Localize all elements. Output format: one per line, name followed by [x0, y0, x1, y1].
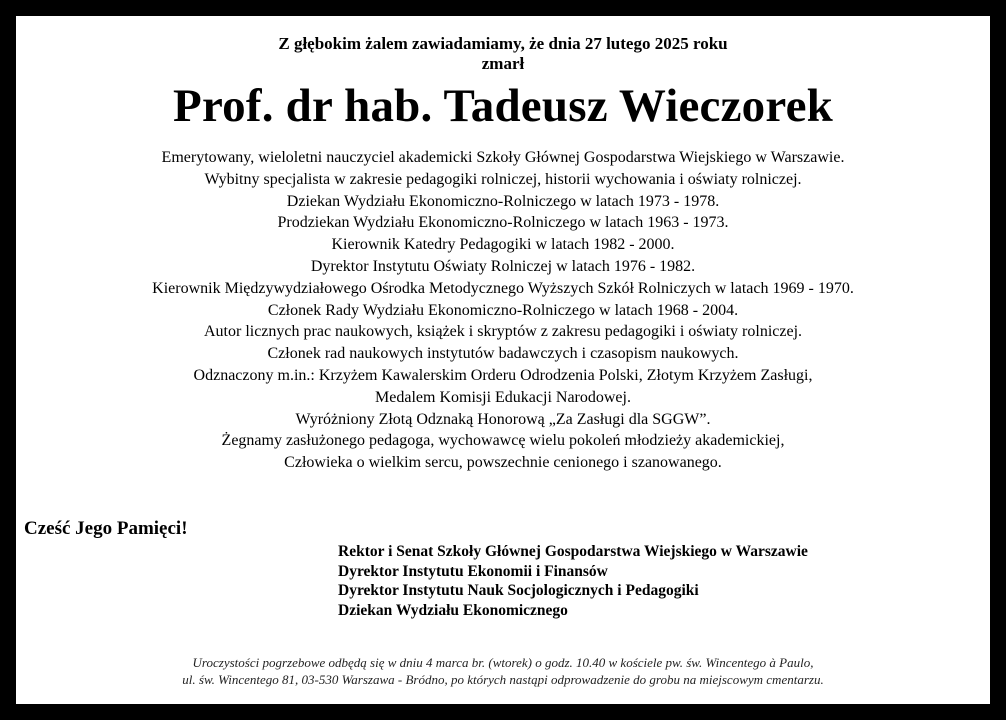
- signature-line: Dyrektor Instytutu Nauk Socjologicznych i Pedagogiki: [338, 582, 699, 599]
- funeral-info: [16, 654, 990, 688]
- memory-phrase: Cześć Jego Pamięci!: [24, 518, 188, 539]
- bio-line: Dziekan Wydziału Ekonomiczno-Rolniczego w latach 1973 - 1978.: [286, 192, 720, 210]
- announcement-verb: zmarł: [481, 54, 525, 73]
- bio-line: Medalem Komisji Edukacji Narodowej.: [375, 388, 631, 406]
- bio-line: Odznaczony m.in.: Krzyżem Kawalerskim Orderu Odrodzenia Polski, Złotym Krzyżem Zasługi,: [193, 366, 813, 384]
- announcement-intro: Z głębokim żalem zawiadamiamy, że dnia 27 lutego 2025 roku: [278, 34, 728, 53]
- bio-line: Emerytowany, wieloletni nauczyciel akademicki Szkoły Głównej Gospodarstwa Wiejskiego w Warszawie.: [161, 149, 845, 166]
- biography: [16, 147, 990, 474]
- signatures-block: [338, 542, 808, 620]
- bio-line: Wybitny specjalista w zakresie pedagogiki rolniczej, historii wychowania i oświaty rolniczej.: [204, 170, 802, 188]
- deceased-name: Prof. dr hab. Tadeusz Wieczorek: [173, 80, 833, 132]
- bio-line: Żegnamy zasłużonego pedagoga, wychowawcę wielu pokoleń młodzieży akademickiej,: [221, 432, 785, 450]
- funeral-line: ul. św. Wincentego 81, 03-530 Warszawa - Bródno, po których nastąpi odprowadzenie do grobu na miejscowym cmentarzu.: [182, 672, 824, 687]
- signature-line: Rektor i Senat Szkoły Głównej Gospodarstwa Wiejskiego w Warszawie: [338, 543, 808, 560]
- signature-line: Dyrektor Instytutu Ekonomii i Finansów: [338, 562, 608, 580]
- funeral-line: Uroczystości pogrzebowe odbędą się w dniu 4 marca br. (wtorek) o godz. 10.40 w kościele pw. św. Wincentego à Paulo,: [192, 655, 814, 670]
- bio-line: Kierownik Międzywydziałowego Ośrodka Metodycznego Wyższych Szkół Rolniczych w latach 1969 - 1970.: [152, 279, 854, 297]
- bio-line: Kierownik Katedry Pedagogiki w latach 1982 - 2000.: [331, 236, 675, 254]
- bio-line: Człowieka o wielkim sercu, powszechnie cenionego i szanowanego.: [284, 454, 722, 472]
- bio-line: Członek Rady Wydziału Ekonomiczno-Rolniczego w latach 1968 - 2004.: [267, 301, 739, 319]
- bio-line: Członek rad naukowych instytutów badawczych i czasopism naukowych.: [267, 345, 739, 363]
- bio-line: Prodziekan Wydziału Ekonomiczno-Rolniczego w latach 1963 - 1973.: [277, 214, 729, 232]
- bio-line: Dyrektor Instytutu Oświaty Rolniczej w latach 1976 - 1982.: [310, 257, 696, 275]
- bio-line: Wyróżniony Złotą Odznaką Honorową „Za Zasługi dla SGGW”.: [295, 410, 711, 428]
- signature-line: Dziekan Wydziału Ekonomicznego: [338, 601, 568, 619]
- bio-line: Autor licznych prac naukowych, książek i skryptów z zakresu pedagogiki i oświaty rolniczej.: [203, 323, 803, 341]
